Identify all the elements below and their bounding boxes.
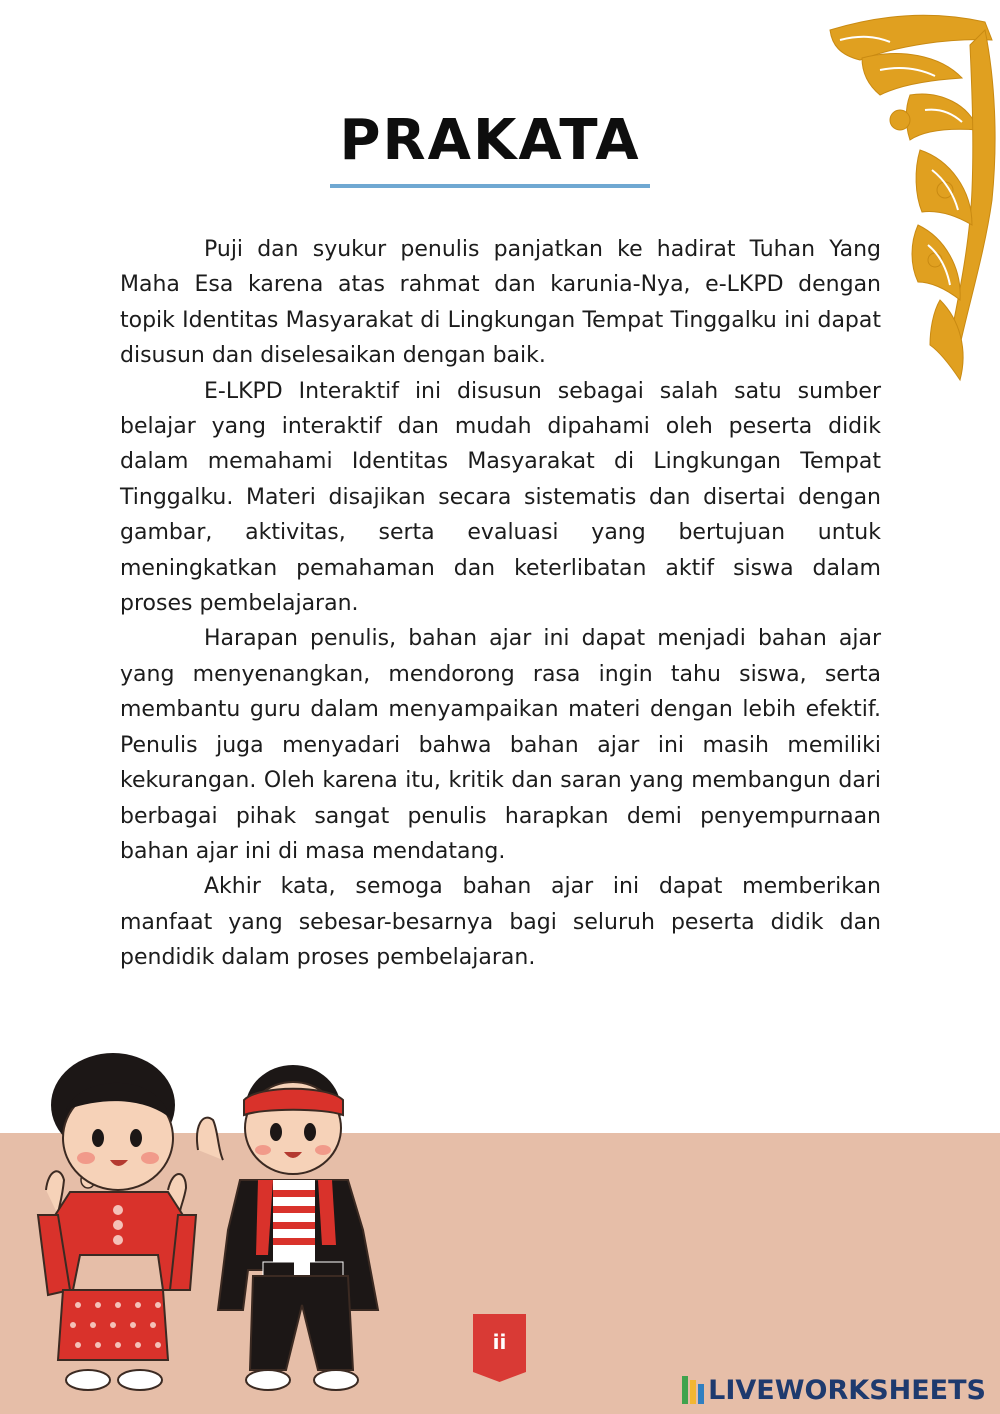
brand-name: LIVEWORKSHEETS	[708, 1374, 986, 1406]
page-title: PRAKATA	[339, 108, 641, 173]
paragraph-3: Harapan penulis, bahan ajar ini dapat menjadi bahan ajar yang menyenangkan, mendorong rasa ingin tahu siswa, serta membantu guru dalam menyampaikan materi dengan lebih efektif. Penulis juga menyadari bahwa bahan ajar ini masih memiliki kekurangan. Oleh karena itu, kritik dan saran yang membangun dari berbagai pihak sangat penulis harapkan demi penyempurnaan bahan ajar ini di masa mendatang.	[120, 626, 881, 864]
page-number-badge	[473, 1314, 526, 1382]
liveworksheets-logo-icon	[682, 1376, 704, 1404]
paragraph-1: Puji dan syukur penulis panjatkan ke hadirat Tuhan Yang Maha Esa karena atas rahmat dan karunia-Nya, e-LKPD dengan topik Identitas Masyarakat di Lingkungan Tempat Tinggalku ini dapat disusun dan diselesaikan dengan baik.	[120, 237, 881, 369]
title-underline	[330, 184, 650, 188]
paragraph-4: Akhir kata, semoga bahan ajar ini dapat memberikan manfaat yang sebesar-besarnya bagi seluruh peserta didik dan pendidik dalam proses pembelajaran.	[120, 874, 881, 971]
preface-body	[120, 232, 881, 976]
girl-figure	[38, 1053, 196, 1390]
children-illustration	[18, 1040, 398, 1414]
liveworksheets-brand	[682, 1372, 986, 1408]
paragraph-2: E-LKPD Interaktif ini disusun sebagai salah satu sumber belajar yang interaktif dan mudah dipahami oleh peserta didik dalam memahami Identitas Masyarakat di Lingkungan Tempat Tinggalku. Materi disajikan secara sistematis dan disertai dengan gambar, aktivitas, serta evaluasi yang bertujuan untuk meningkatkan pemahaman dan keterlibatan aktif siswa dalam proses pembelajaran.	[120, 378, 881, 617]
page-number: ii	[492, 1330, 507, 1354]
boy-figure	[197, 1065, 378, 1390]
